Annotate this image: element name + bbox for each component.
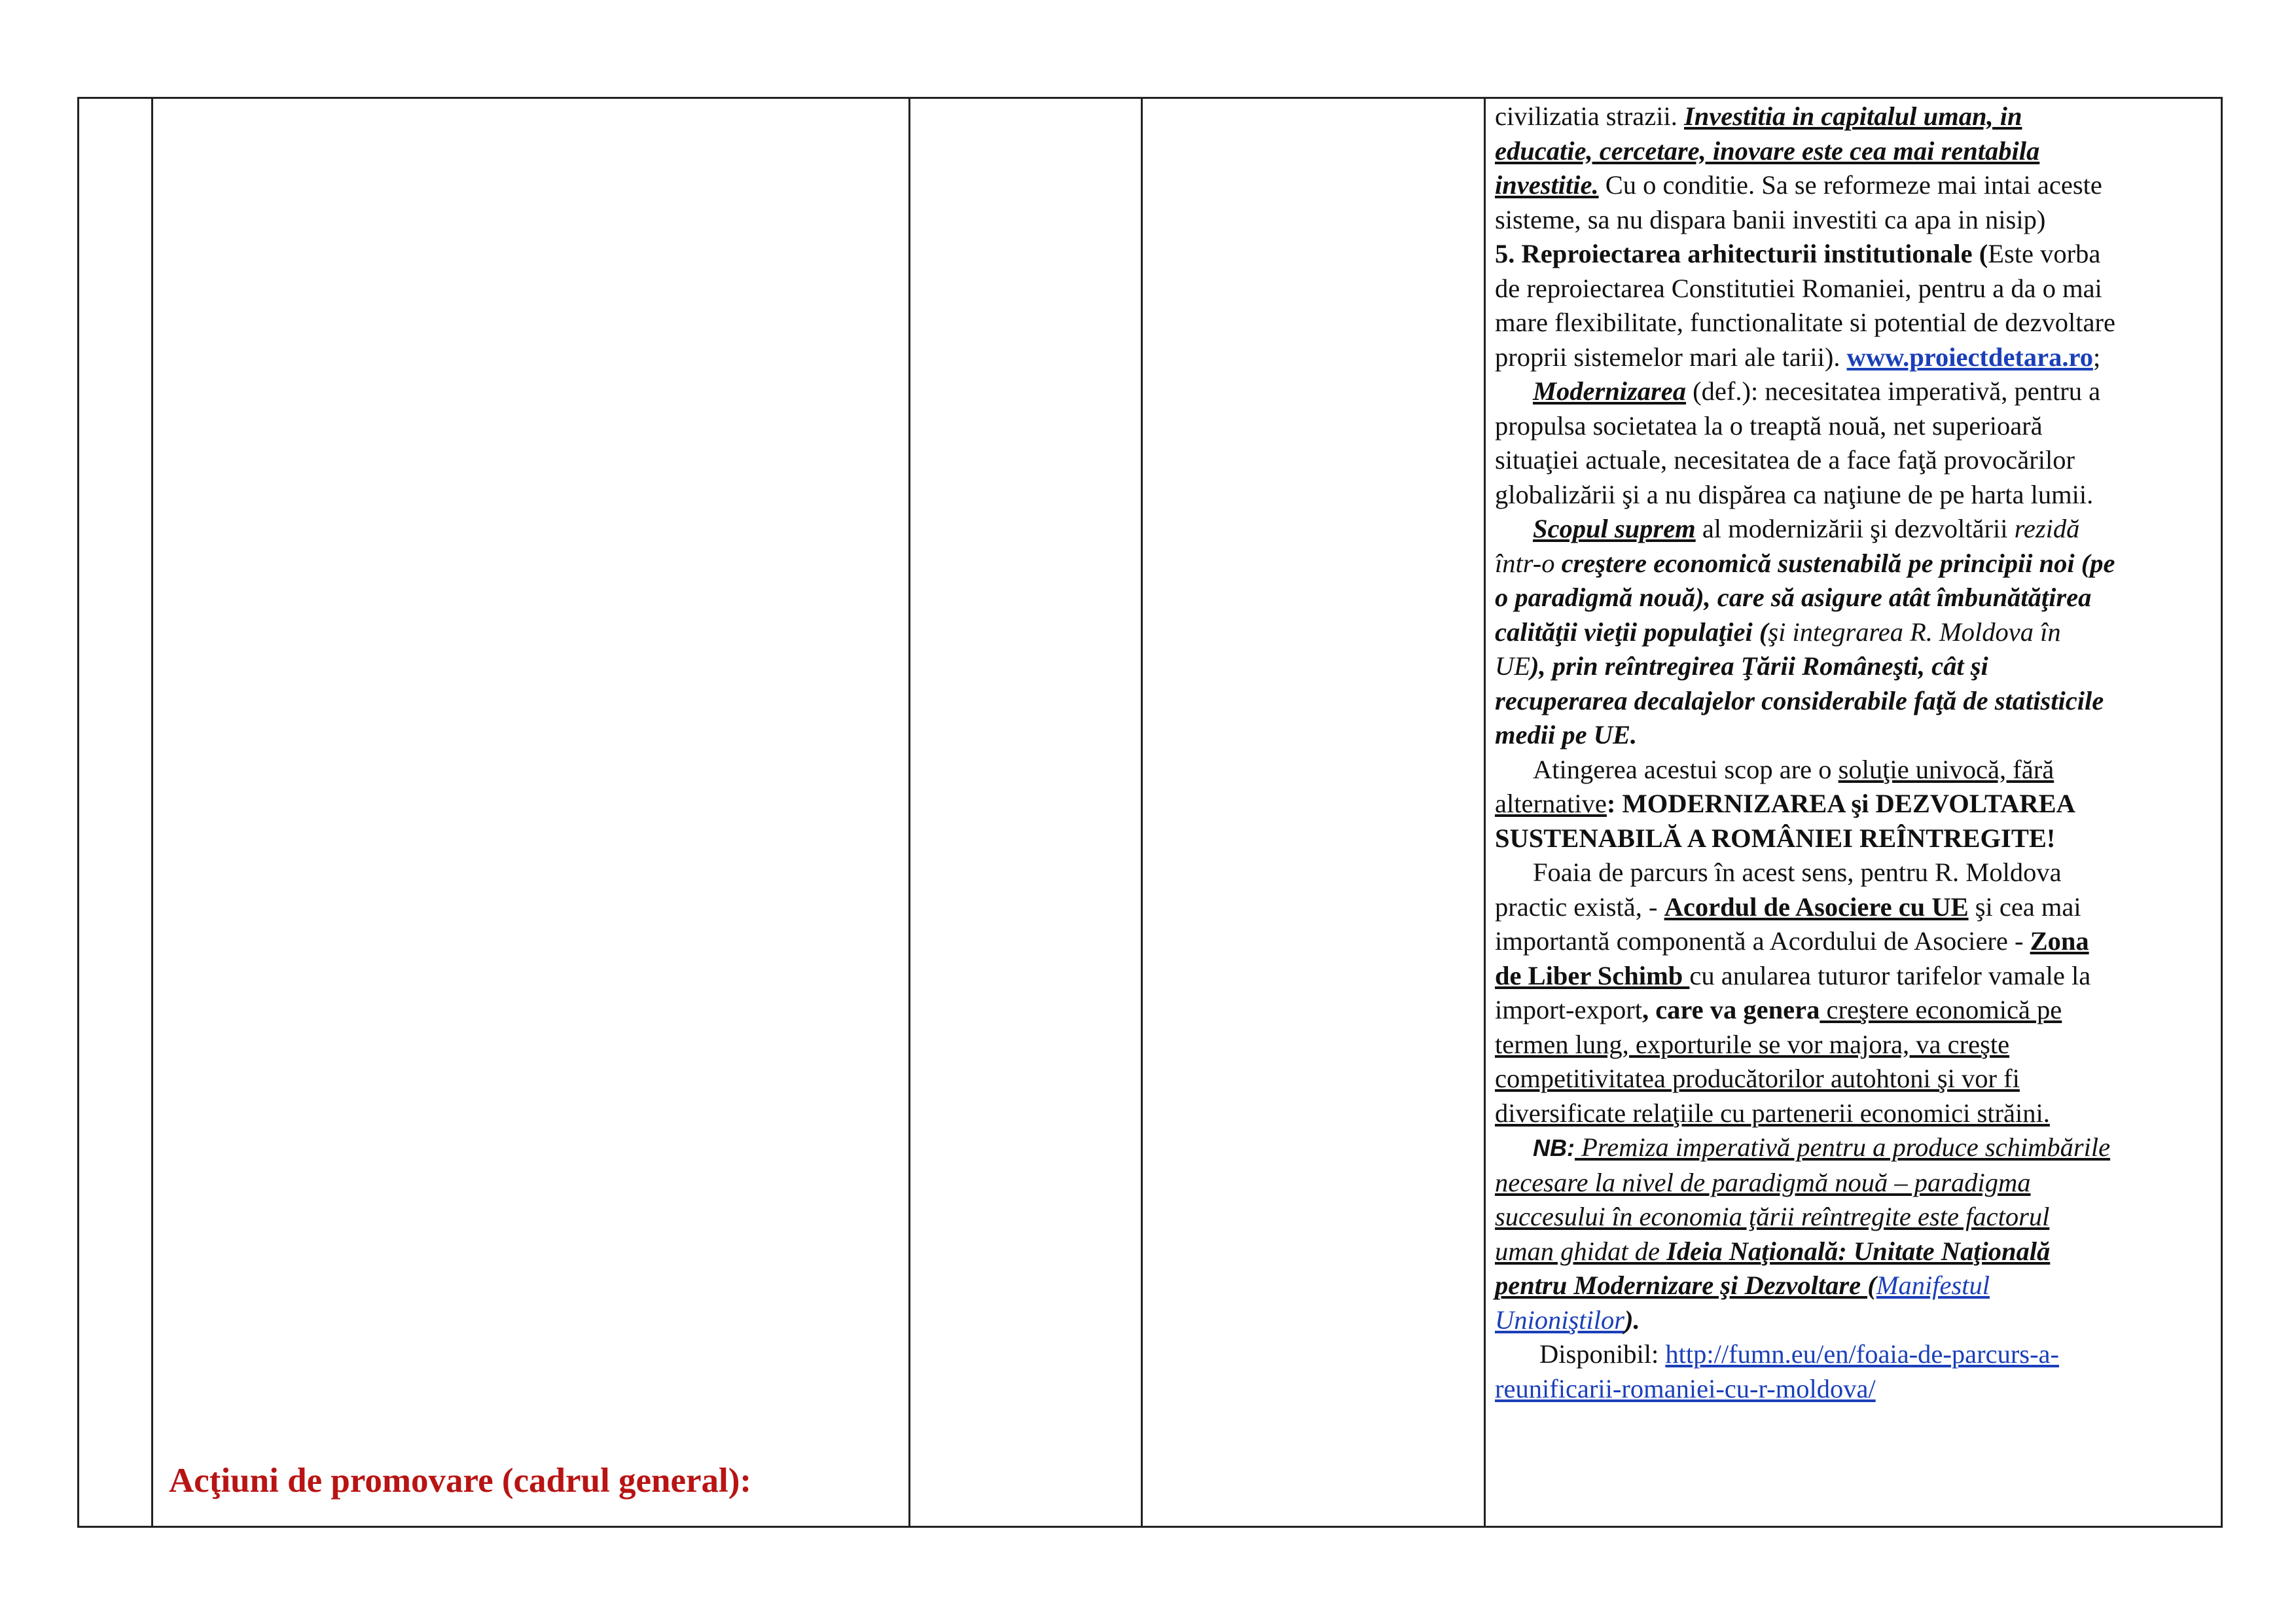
text-line: de reproiectarea Constitutiei Romaniei, pentru a da o mai xyxy=(1495,273,2102,303)
text-line: Disponibil: http://fumn.eu/en/foaia-de-parcurs-a- xyxy=(1539,1339,2060,1369)
nb-label: NB: xyxy=(1533,1134,1575,1161)
text-line: alternative: MODERNIZAREA şi DEZVOLTAREA xyxy=(1495,789,2075,818)
manifest-link[interactable]: Manifestul xyxy=(1876,1271,1990,1300)
text-line: calităţii vieţii populaţiei (şi integrarea R. Moldova în xyxy=(1495,617,2061,647)
text-line: investitie. Cu o conditie. Sa se reformeze mai intai aceste xyxy=(1495,170,2102,200)
text-line: globalizării şi a nu dispărea ca naţiune de pe harta lumii. xyxy=(1495,479,2094,509)
promotion-actions-heading: Acţiuni de promovare (cadrul general): xyxy=(169,1462,752,1500)
text-line: de Liber Schimb cu anularea tuturor tarifelor vamale la xyxy=(1495,960,2091,990)
column-divider-4 xyxy=(1484,99,1486,1526)
section-heading-line: 5. Reproiectarea arhitecturii institutionale (Este vorba xyxy=(1495,239,2101,268)
manifest-link-continued[interactable]: Unioniştilor xyxy=(1495,1305,1625,1335)
text-line: importantă componentă a Acordului de Asociere - Zona xyxy=(1495,926,2089,956)
text-line: UE), prin reîntregirea Ţării Româneşti, cât şi xyxy=(1495,651,1988,681)
proiectdetara-link[interactable]: www.proiectdetara.ro xyxy=(1846,342,2094,372)
column-divider-3 xyxy=(1141,99,1143,1526)
text-line: Scopul suprem al modernizării şi dezvoltării rezidă xyxy=(1533,514,2080,543)
text-line: recuperarea decalajelor considerabile faţă de statisticile xyxy=(1495,685,2104,715)
text-line: civilizatia strazii. Investitia in capitalul uman, in xyxy=(1495,101,2022,131)
column-divider-2 xyxy=(908,99,910,1526)
text-line: competitivitatea producătorilor autohtoni şi vor fi xyxy=(1495,1064,2020,1093)
text-line: import-export, care va genera creştere economică pe xyxy=(1495,995,2062,1024)
fumn-url-link[interactable]: http://fumn.eu/en/foaia-de-parcurs-a- xyxy=(1665,1339,2060,1369)
text-line: mare flexibilitate, functionalitate si potential de dezvoltare xyxy=(1495,308,2115,337)
column-divider-1 xyxy=(151,99,153,1526)
text-line: practic există, - Acordul de Asociere cu UE şi cea mai xyxy=(1495,892,2081,922)
text-line xyxy=(1495,1372,2208,1407)
text-line: uman ghidat de Ideia Naţională: Unitate Naţională xyxy=(1495,1236,2051,1266)
text-line: situaţiei actuale, necesitatea de a face faţă provocărilor xyxy=(1495,445,2075,475)
text-line: proprii sistemelor mari ale tarii). www.proiectdetara.ro; xyxy=(1495,342,2101,372)
text-line: termen lung, exporturile se vor majora, va creşte xyxy=(1495,1029,2010,1059)
text-line: într-o creştere economică sustenabilă pe principii noi (pe xyxy=(1495,548,2115,578)
text-line: medii pe UE. xyxy=(1495,720,1638,749)
text-line: necesare la nivel de paradigmă nouă – paradigma xyxy=(1495,1167,2031,1197)
text-line: sisteme, sa nu dispara banii investiti ca apa in nisip) xyxy=(1495,204,2046,234)
text-line: Foaia de parcurs în acest sens, pentru R. Moldova xyxy=(1533,857,2062,887)
text-line: Unioniştilor). xyxy=(1495,1305,1640,1335)
text-line: o paradigmă nouă), care să asigure atât îmbunătăţirea xyxy=(1495,583,2092,612)
content-column xyxy=(1495,99,2208,1406)
text-line: propulsa societatea la o treaptă nouă, net superioară xyxy=(1495,410,2043,441)
fumn-url-link-continued[interactable]: reunificarii-romaniei-cu-r-moldova/ xyxy=(1495,1373,1876,1403)
text-line: SUSTENABILĂ A ROMÂNIEI REÎNTREGITE! xyxy=(1495,823,2056,853)
text-line: Modernizarea (def.): necesitatea imperativă, pentru a xyxy=(1533,376,2101,406)
text-line: diversificate relaţiile cu partenerii economici străini. xyxy=(1495,1098,2050,1128)
text-line: pentru Modernizare şi Dezvoltare (Manifestul xyxy=(1495,1271,1990,1300)
text-line: Atingerea acestui scop are o soluţie univocă, fără xyxy=(1533,754,2054,784)
text-line: succesului în economia ţării reîntregite este factorul xyxy=(1495,1202,2050,1231)
text-line: educatie, cercetare, inovare este cea mai rentabila xyxy=(1495,135,2040,166)
nb-line: NB: Premiza imperativă pentru a produce schimbările xyxy=(1533,1132,2111,1162)
